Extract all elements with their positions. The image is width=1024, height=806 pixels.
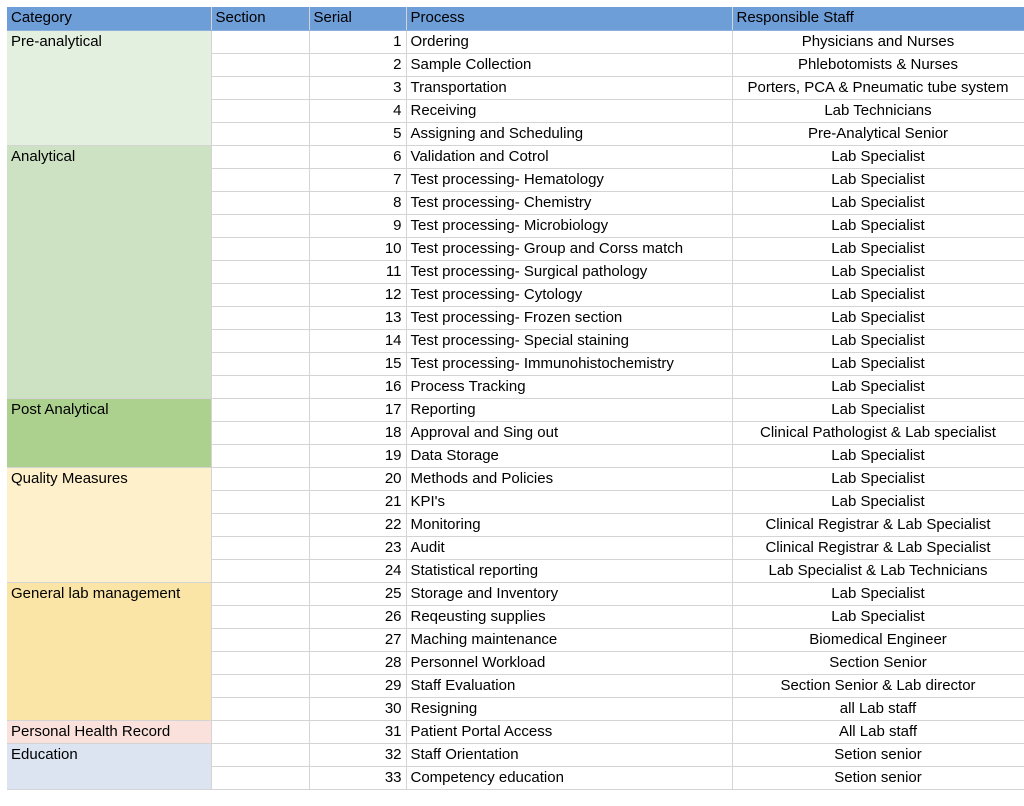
section-cell[interactable] [211, 536, 309, 559]
process-cell[interactable]: Reqeusting supplies [406, 605, 732, 628]
process-cell[interactable]: Test processing- Frozen section [406, 306, 732, 329]
section-cell[interactable] [211, 306, 309, 329]
section-cell[interactable] [211, 674, 309, 697]
table-row [7, 99, 1024, 122]
table-row [7, 306, 1024, 329]
serial-cell[interactable]: 32 [309, 743, 406, 766]
category-cell[interactable]: General lab management [7, 582, 211, 605]
category-cell[interactable] [7, 605, 211, 628]
process-cell[interactable]: Monitoring [406, 513, 732, 536]
responsible-staff-cell[interactable]: Clinical Registrar & Lab Specialist [732, 513, 1024, 536]
serial-cell[interactable]: 9 [309, 214, 406, 237]
category-cell[interactable]: Personal Health Record [7, 720, 211, 743]
serial-cell[interactable]: 2 [309, 53, 406, 76]
category-cell[interactable] [7, 306, 211, 329]
process-cell[interactable]: Statistical reporting [406, 559, 732, 582]
responsible-staff-cell[interactable]: Lab Specialist [732, 214, 1024, 237]
section-cell[interactable] [211, 237, 309, 260]
table-row [7, 214, 1024, 237]
process-cell[interactable]: Sample Collection [406, 53, 732, 76]
serial-cell[interactable]: 4 [309, 99, 406, 122]
process-cell[interactable]: Test processing- Group and Corss match [406, 237, 732, 260]
category-cell[interactable] [7, 766, 211, 789]
responsible-staff-cell[interactable]: Clinical Pathologist & Lab specialist [732, 421, 1024, 444]
category-cell[interactable] [7, 214, 211, 237]
responsible-staff-cell[interactable]: Lab Specialist [732, 260, 1024, 283]
serial-cell[interactable]: 23 [309, 536, 406, 559]
serial-cell[interactable]: 12 [309, 283, 406, 306]
serial-cell[interactable]: 16 [309, 375, 406, 398]
responsible-staff-cell[interactable]: Lab Specialist [732, 283, 1024, 306]
process-cell[interactable]: Test processing- Microbiology [406, 214, 732, 237]
category-cell[interactable] [7, 444, 211, 467]
serial-cell[interactable]: 19 [309, 444, 406, 467]
serial-cell[interactable]: 15 [309, 352, 406, 375]
table-row [7, 582, 1024, 605]
serial-cell[interactable]: 30 [309, 697, 406, 720]
category-cell[interactable] [7, 76, 211, 99]
section-cell[interactable] [211, 444, 309, 467]
responsible-staff-cell[interactable]: Physicians and Nurses [732, 30, 1024, 53]
serial-cell[interactable]: 21 [309, 490, 406, 513]
table-row [7, 122, 1024, 145]
process-cell[interactable]: Staff Orientation [406, 743, 732, 766]
serial-cell[interactable]: 20 [309, 467, 406, 490]
section-cell[interactable] [211, 214, 309, 237]
responsible-staff-cell[interactable]: Biomedical Engineer [732, 628, 1024, 651]
section-cell[interactable] [211, 260, 309, 283]
serial-cell[interactable]: 18 [309, 421, 406, 444]
category-cell[interactable] [7, 283, 211, 306]
process-cell[interactable]: Methods and Policies [406, 467, 732, 490]
serial-cell[interactable]: 26 [309, 605, 406, 628]
process-table [7, 7, 1024, 790]
table-body [7, 30, 1024, 789]
section-cell[interactable] [211, 720, 309, 743]
serial-cell[interactable]: 14 [309, 329, 406, 352]
serial-cell[interactable]: 31 [309, 720, 406, 743]
serial-cell[interactable]: 17 [309, 398, 406, 421]
serial-cell[interactable]: 27 [309, 628, 406, 651]
header-responsible-staff[interactable]: Responsible Staff [732, 7, 1024, 30]
responsible-staff-cell[interactable]: Lab Specialist [732, 352, 1024, 375]
section-cell[interactable] [211, 76, 309, 99]
responsible-staff-cell[interactable]: Lab Specialist [732, 582, 1024, 605]
header-process[interactable]: Process [406, 7, 732, 30]
section-cell[interactable] [211, 559, 309, 582]
process-cell[interactable]: Storage and Inventory [406, 582, 732, 605]
responsible-staff-cell[interactable]: Lab Specialist [732, 398, 1024, 421]
process-cell[interactable]: Test processing- Cytology [406, 283, 732, 306]
section-cell[interactable] [211, 168, 309, 191]
table-row [7, 283, 1024, 306]
section-cell[interactable] [211, 398, 309, 421]
table-row [7, 513, 1024, 536]
serial-cell[interactable]: 1 [309, 30, 406, 53]
section-cell[interactable] [211, 605, 309, 628]
serial-cell[interactable]: 25 [309, 582, 406, 605]
table-row [7, 628, 1024, 651]
section-cell[interactable] [211, 743, 309, 766]
table-row [7, 168, 1024, 191]
section-cell[interactable] [211, 122, 309, 145]
responsible-staff-cell[interactable]: Lab Specialist [732, 329, 1024, 352]
category-cell[interactable] [7, 628, 211, 651]
process-cell[interactable]: Test processing- Surgical pathology [406, 260, 732, 283]
serial-cell[interactable]: 6 [309, 145, 406, 168]
category-cell[interactable] [7, 536, 211, 559]
category-cell[interactable] [7, 237, 211, 260]
table-row [7, 398, 1024, 421]
process-cell[interactable]: Process Tracking [406, 375, 732, 398]
section-cell[interactable] [211, 375, 309, 398]
process-cell[interactable]: Test processing- Chemistry [406, 191, 732, 214]
responsible-staff-cell[interactable]: Setion senior [732, 766, 1024, 789]
category-cell[interactable] [7, 697, 211, 720]
process-cell[interactable]: Competency education [406, 766, 732, 789]
process-cell[interactable]: Reporting [406, 398, 732, 421]
process-cell[interactable]: Patient Portal Access [406, 720, 732, 743]
table-row [7, 743, 1024, 766]
category-cell[interactable]: Pre-analytical [7, 30, 211, 53]
responsible-staff-cell[interactable]: Lab Specialist [732, 306, 1024, 329]
section-cell[interactable] [211, 53, 309, 76]
process-cell[interactable]: Validation and Cotrol [406, 145, 732, 168]
table-row [7, 76, 1024, 99]
section-cell[interactable] [211, 191, 309, 214]
table-row [7, 559, 1024, 582]
responsible-staff-cell[interactable]: all Lab staff [732, 697, 1024, 720]
responsible-staff-cell[interactable]: Lab Specialist [732, 237, 1024, 260]
responsible-staff-cell[interactable]: Lab Technicians [732, 99, 1024, 122]
serial-cell[interactable]: 10 [309, 237, 406, 260]
table-row [7, 53, 1024, 76]
category-cell[interactable] [7, 490, 211, 513]
section-cell[interactable] [211, 30, 309, 53]
section-cell[interactable] [211, 651, 309, 674]
category-cell[interactable] [7, 421, 211, 444]
category-cell[interactable] [7, 191, 211, 214]
responsible-staff-cell[interactable]: Lab Specialist [732, 467, 1024, 490]
table-row [7, 329, 1024, 352]
category-cell[interactable]: Quality Measures [7, 467, 211, 490]
responsible-staff-cell[interactable]: Clinical Registrar & Lab Specialist [732, 536, 1024, 559]
responsible-staff-cell[interactable]: Lab Specialist [732, 191, 1024, 214]
responsible-staff-cell[interactable]: All Lab staff [732, 720, 1024, 743]
header-category[interactable]: Category [7, 7, 211, 30]
serial-cell[interactable]: 3 [309, 76, 406, 99]
table-row [7, 421, 1024, 444]
serial-cell[interactable]: 5 [309, 122, 406, 145]
table-row [7, 237, 1024, 260]
section-cell[interactable] [211, 628, 309, 651]
category-cell[interactable] [7, 352, 211, 375]
section-cell[interactable] [211, 99, 309, 122]
responsible-staff-cell[interactable]: Lab Specialist [732, 605, 1024, 628]
responsible-staff-cell[interactable]: Section Senior & Lab director [732, 674, 1024, 697]
process-cell[interactable]: Test processing- Immunohistochemistry [406, 352, 732, 375]
category-cell[interactable]: Analytical [7, 145, 211, 168]
process-cell[interactable]: Staff Evaluation [406, 674, 732, 697]
table-row [7, 766, 1024, 789]
process-cell[interactable]: Data Storage [406, 444, 732, 467]
header-section[interactable]: Section [211, 7, 309, 30]
process-cell[interactable]: Receiving [406, 99, 732, 122]
process-cell[interactable]: Maching maintenance [406, 628, 732, 651]
category-cell[interactable]: Post Analytical [7, 398, 211, 421]
table-row [7, 191, 1024, 214]
table-row [7, 697, 1024, 720]
table-row [7, 375, 1024, 398]
section-cell[interactable] [211, 329, 309, 352]
table-row [7, 145, 1024, 168]
process-cell[interactable]: Assigning and Scheduling [406, 122, 732, 145]
table-row [7, 536, 1024, 559]
category-cell[interactable] [7, 674, 211, 697]
process-cell[interactable]: Transportation [406, 76, 732, 99]
category-cell[interactable] [7, 99, 211, 122]
serial-cell[interactable]: 28 [309, 651, 406, 674]
section-cell[interactable] [211, 145, 309, 168]
section-cell[interactable] [211, 697, 309, 720]
serial-cell[interactable]: 22 [309, 513, 406, 536]
section-cell[interactable] [211, 490, 309, 513]
serial-cell[interactable]: 7 [309, 168, 406, 191]
table-row [7, 490, 1024, 513]
serial-cell[interactable]: 33 [309, 766, 406, 789]
table-row [7, 651, 1024, 674]
section-cell[interactable] [211, 766, 309, 789]
responsible-staff-cell[interactable]: Lab Specialist [732, 168, 1024, 191]
responsible-staff-cell[interactable]: Lab Specialist & Lab Technicians [732, 559, 1024, 582]
section-cell[interactable] [211, 283, 309, 306]
table-row [7, 605, 1024, 628]
section-cell[interactable] [211, 421, 309, 444]
responsible-staff-cell[interactable]: Phlebotomists & Nurses [732, 53, 1024, 76]
process-cell[interactable]: Approval and Sing out [406, 421, 732, 444]
category-cell[interactable] [7, 122, 211, 145]
responsible-staff-cell[interactable]: Lab Specialist [732, 490, 1024, 513]
responsible-staff-cell[interactable]: Porters, PCA & Pneumatic tube system [732, 76, 1024, 99]
table-row [7, 720, 1024, 743]
header-row [7, 7, 1024, 30]
table-row [7, 260, 1024, 283]
header-serial[interactable]: Serial [309, 7, 406, 30]
process-cell[interactable]: Audit [406, 536, 732, 559]
table-row [7, 467, 1024, 490]
responsible-staff-cell[interactable]: Setion senior [732, 743, 1024, 766]
serial-cell[interactable]: 13 [309, 306, 406, 329]
category-cell[interactable] [7, 513, 211, 536]
process-cell[interactable]: Ordering [406, 30, 732, 53]
responsible-staff-cell[interactable]: Lab Specialist [732, 145, 1024, 168]
section-cell[interactable] [211, 582, 309, 605]
category-cell[interactable] [7, 329, 211, 352]
category-cell[interactable]: Education [7, 743, 211, 766]
process-cell[interactable]: Test processing- Hematology [406, 168, 732, 191]
table-row [7, 30, 1024, 53]
section-cell[interactable] [211, 352, 309, 375]
process-cell[interactable]: Test processing- Special staining [406, 329, 732, 352]
category-cell[interactable] [7, 168, 211, 191]
category-cell[interactable] [7, 260, 211, 283]
serial-cell[interactable]: 29 [309, 674, 406, 697]
responsible-staff-cell[interactable]: Lab Specialist [732, 375, 1024, 398]
table-row [7, 352, 1024, 375]
section-cell[interactable] [211, 513, 309, 536]
serial-cell[interactable]: 11 [309, 260, 406, 283]
responsible-staff-cell[interactable]: Pre-Analytical Senior [732, 122, 1024, 145]
category-cell[interactable] [7, 651, 211, 674]
responsible-staff-cell[interactable]: Section Senior [732, 651, 1024, 674]
category-cell[interactable] [7, 375, 211, 398]
category-cell[interactable] [7, 559, 211, 582]
responsible-staff-cell[interactable]: Lab Specialist [732, 444, 1024, 467]
serial-cell[interactable]: 8 [309, 191, 406, 214]
serial-cell[interactable]: 24 [309, 559, 406, 582]
process-cell[interactable]: Resigning [406, 697, 732, 720]
section-cell[interactable] [211, 467, 309, 490]
process-cell[interactable]: KPI's [406, 490, 732, 513]
table-row [7, 674, 1024, 697]
table-row [7, 444, 1024, 467]
category-cell[interactable] [7, 53, 211, 76]
process-cell[interactable]: Personnel Workload [406, 651, 732, 674]
